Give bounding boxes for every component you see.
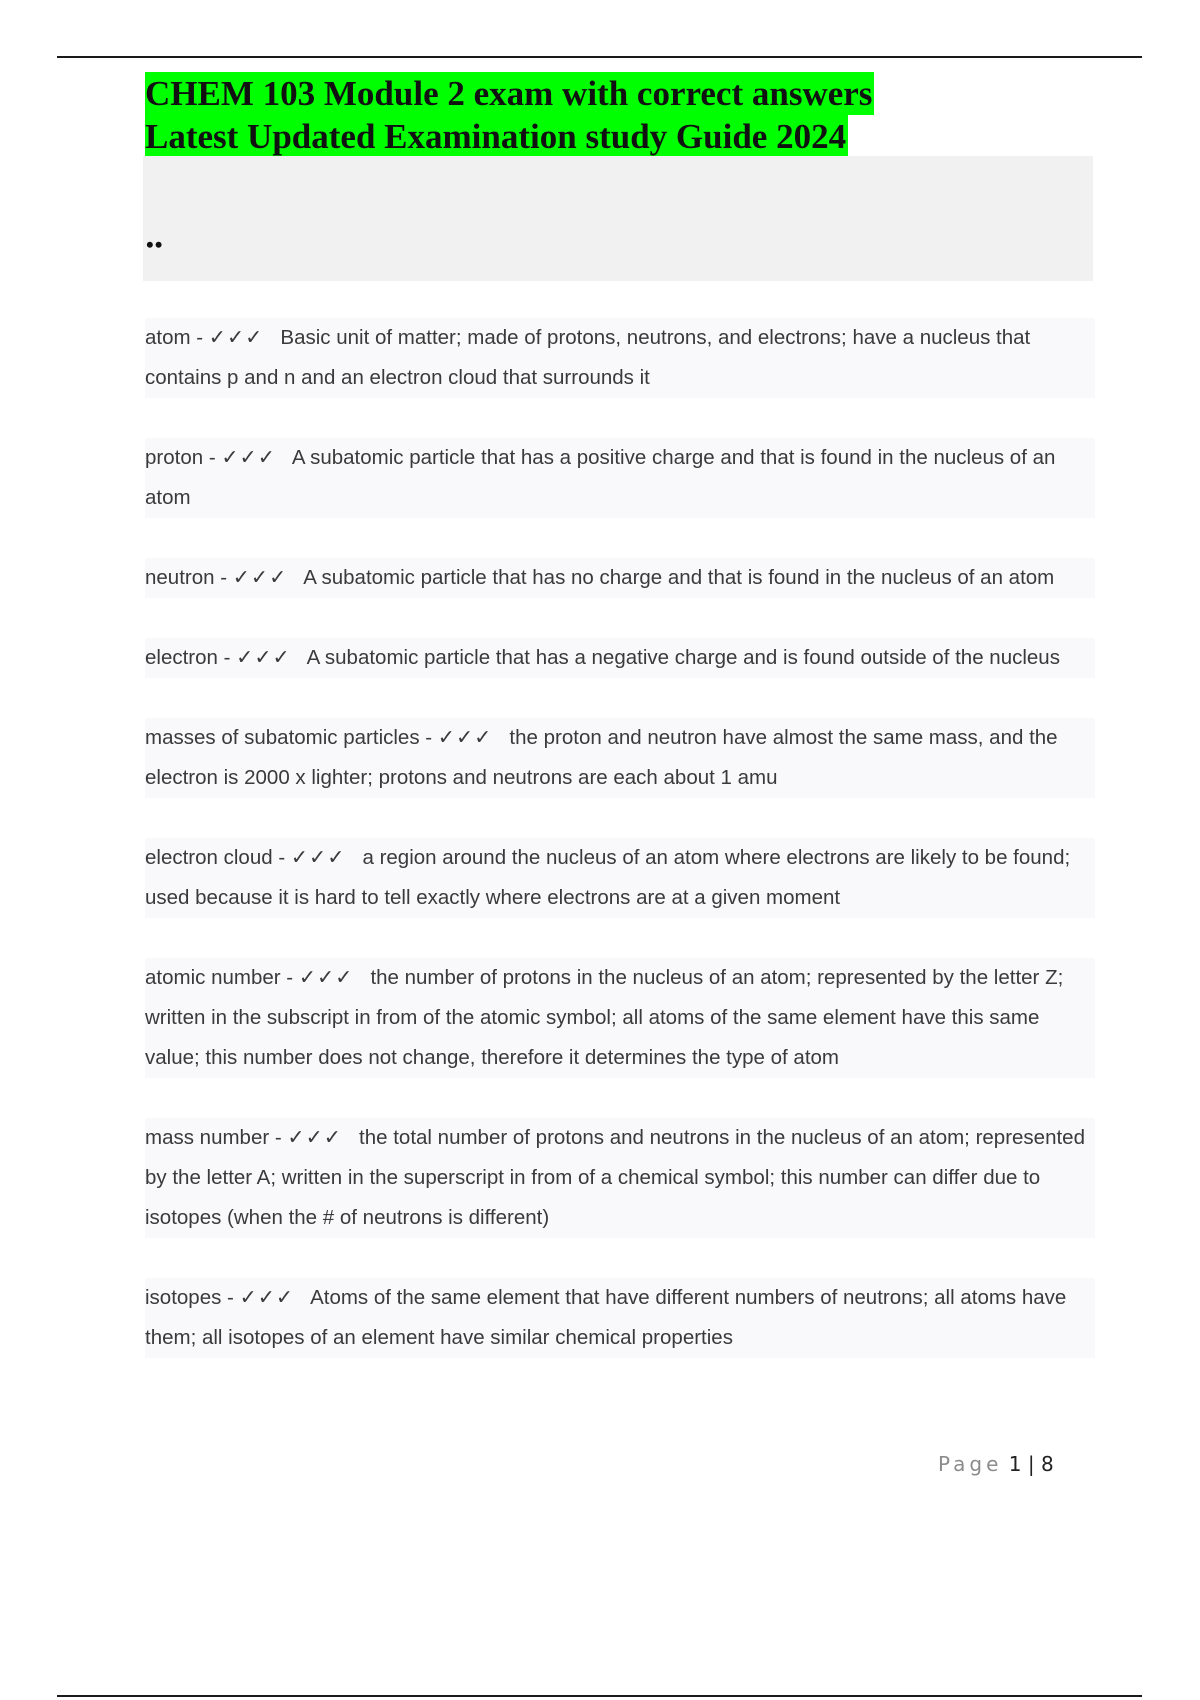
- bullet-dots: ••: [146, 232, 164, 257]
- entry-term: proton: [145, 446, 204, 469]
- entry-separator: -: [214, 566, 233, 589]
- list-item: [145, 1278, 1095, 1358]
- entry-definition: a region around the nucleus of an atom where electrons are likely to be found; used because it is hard to tell exactly where electrons are at a given moment: [145, 846, 1071, 909]
- entry-definition: Atoms of the same element that have different numbers of neutrons; all atoms have them; all isotopes of an element have similar chemical properties: [145, 1286, 1067, 1349]
- check-marks: ✓✓✓: [287, 1126, 342, 1149]
- entry-separator: -: [280, 966, 299, 989]
- entry-separator: -: [269, 1126, 288, 1149]
- check-marks: ✓✓✓: [221, 446, 276, 469]
- entry-separator: -: [203, 446, 222, 469]
- entry-term: isotopes: [145, 1286, 222, 1309]
- entry-definition: A subatomic particle that has a negative charge and is found outside of the nucleus: [306, 646, 1060, 669]
- list-item: [145, 838, 1095, 918]
- entry-definition: A subatomic particle that has a positive charge and that is found in the nucleus of an atom: [145, 446, 1056, 509]
- list-item: [145, 718, 1095, 798]
- entry-separator: -: [190, 326, 209, 349]
- check-marks: ✓✓✓: [236, 646, 291, 669]
- check-marks: ✓✓✓: [239, 1286, 295, 1309]
- footer-current-page: 1: [1008, 1452, 1022, 1476]
- footer-total-pages: 8: [1040, 1452, 1054, 1476]
- entry-definition: Basic unit of matter; made of protons, neutrons, and electrons; have a nucleus that contains p and n and an electron cloud that surrounds it: [145, 326, 1031, 389]
- list-item: [145, 558, 1095, 598]
- check-marks: ✓✓✓: [232, 566, 288, 589]
- check-marks: ✓✓✓: [298, 966, 354, 989]
- entry-term: atom: [145, 326, 191, 349]
- page-title: [145, 72, 874, 158]
- top-rule: [57, 56, 1142, 58]
- check-marks: ✓✓✓: [208, 326, 264, 349]
- check-marks: ✓✓✓: [437, 726, 493, 749]
- bottom-rule: [57, 1695, 1142, 1697]
- title-line-2: Latest Updated Examination study Guide 2024: [145, 117, 847, 156]
- footer-divider: |: [1027, 1452, 1035, 1476]
- entry-term: electron: [145, 646, 218, 669]
- entry-term: neutron: [145, 566, 215, 589]
- entry-definition: the number of protons in the nucleus of an atom; represented by the letter Z; written in the subscript in from of the atomic symbol; all atoms of the same element have this same value; this number does not change, therefore it determines the type of atom: [145, 966, 1064, 1069]
- list-item: [145, 958, 1095, 1078]
- list-item: [145, 438, 1095, 518]
- list-item: [145, 638, 1095, 678]
- entry-term: electron cloud: [145, 846, 273, 869]
- page-footer: [938, 1452, 1054, 1476]
- entry-term: atomic number: [145, 966, 281, 989]
- entry-term: mass number: [145, 1126, 270, 1149]
- check-marks: ✓✓✓: [290, 846, 346, 869]
- footer-page-word: Page: [938, 1452, 1003, 1476]
- entry-separator: -: [419, 726, 438, 749]
- entry-separator: -: [272, 846, 291, 869]
- entry-definition: A subatomic particle that has no charge and that is found in the nucleus of an atom: [303, 566, 1055, 589]
- entry-separator: -: [217, 646, 237, 669]
- entry-term: masses of subatomic particles: [145, 726, 420, 749]
- entry-definition: the proton and neutron have almost the same mass, and the electron is 2000 x lighter; protons and neutrons are each about 1 amu: [145, 726, 1058, 789]
- list-item: [145, 318, 1095, 398]
- entry-definition: the total number of protons and neutrons in the nucleus of an atom; represented by the letter A; written in the superscript in from of a chemical symbol; this number can differ due to isotopes (when the # of neutrons is different): [145, 1126, 1085, 1229]
- entry-list: [145, 318, 1095, 1398]
- title-line-1: CHEM 103 Module 2 exam with correct answers: [145, 74, 873, 113]
- list-item: [145, 1118, 1095, 1238]
- entry-separator: -: [221, 1286, 240, 1309]
- gray-banner-box: [143, 156, 1093, 281]
